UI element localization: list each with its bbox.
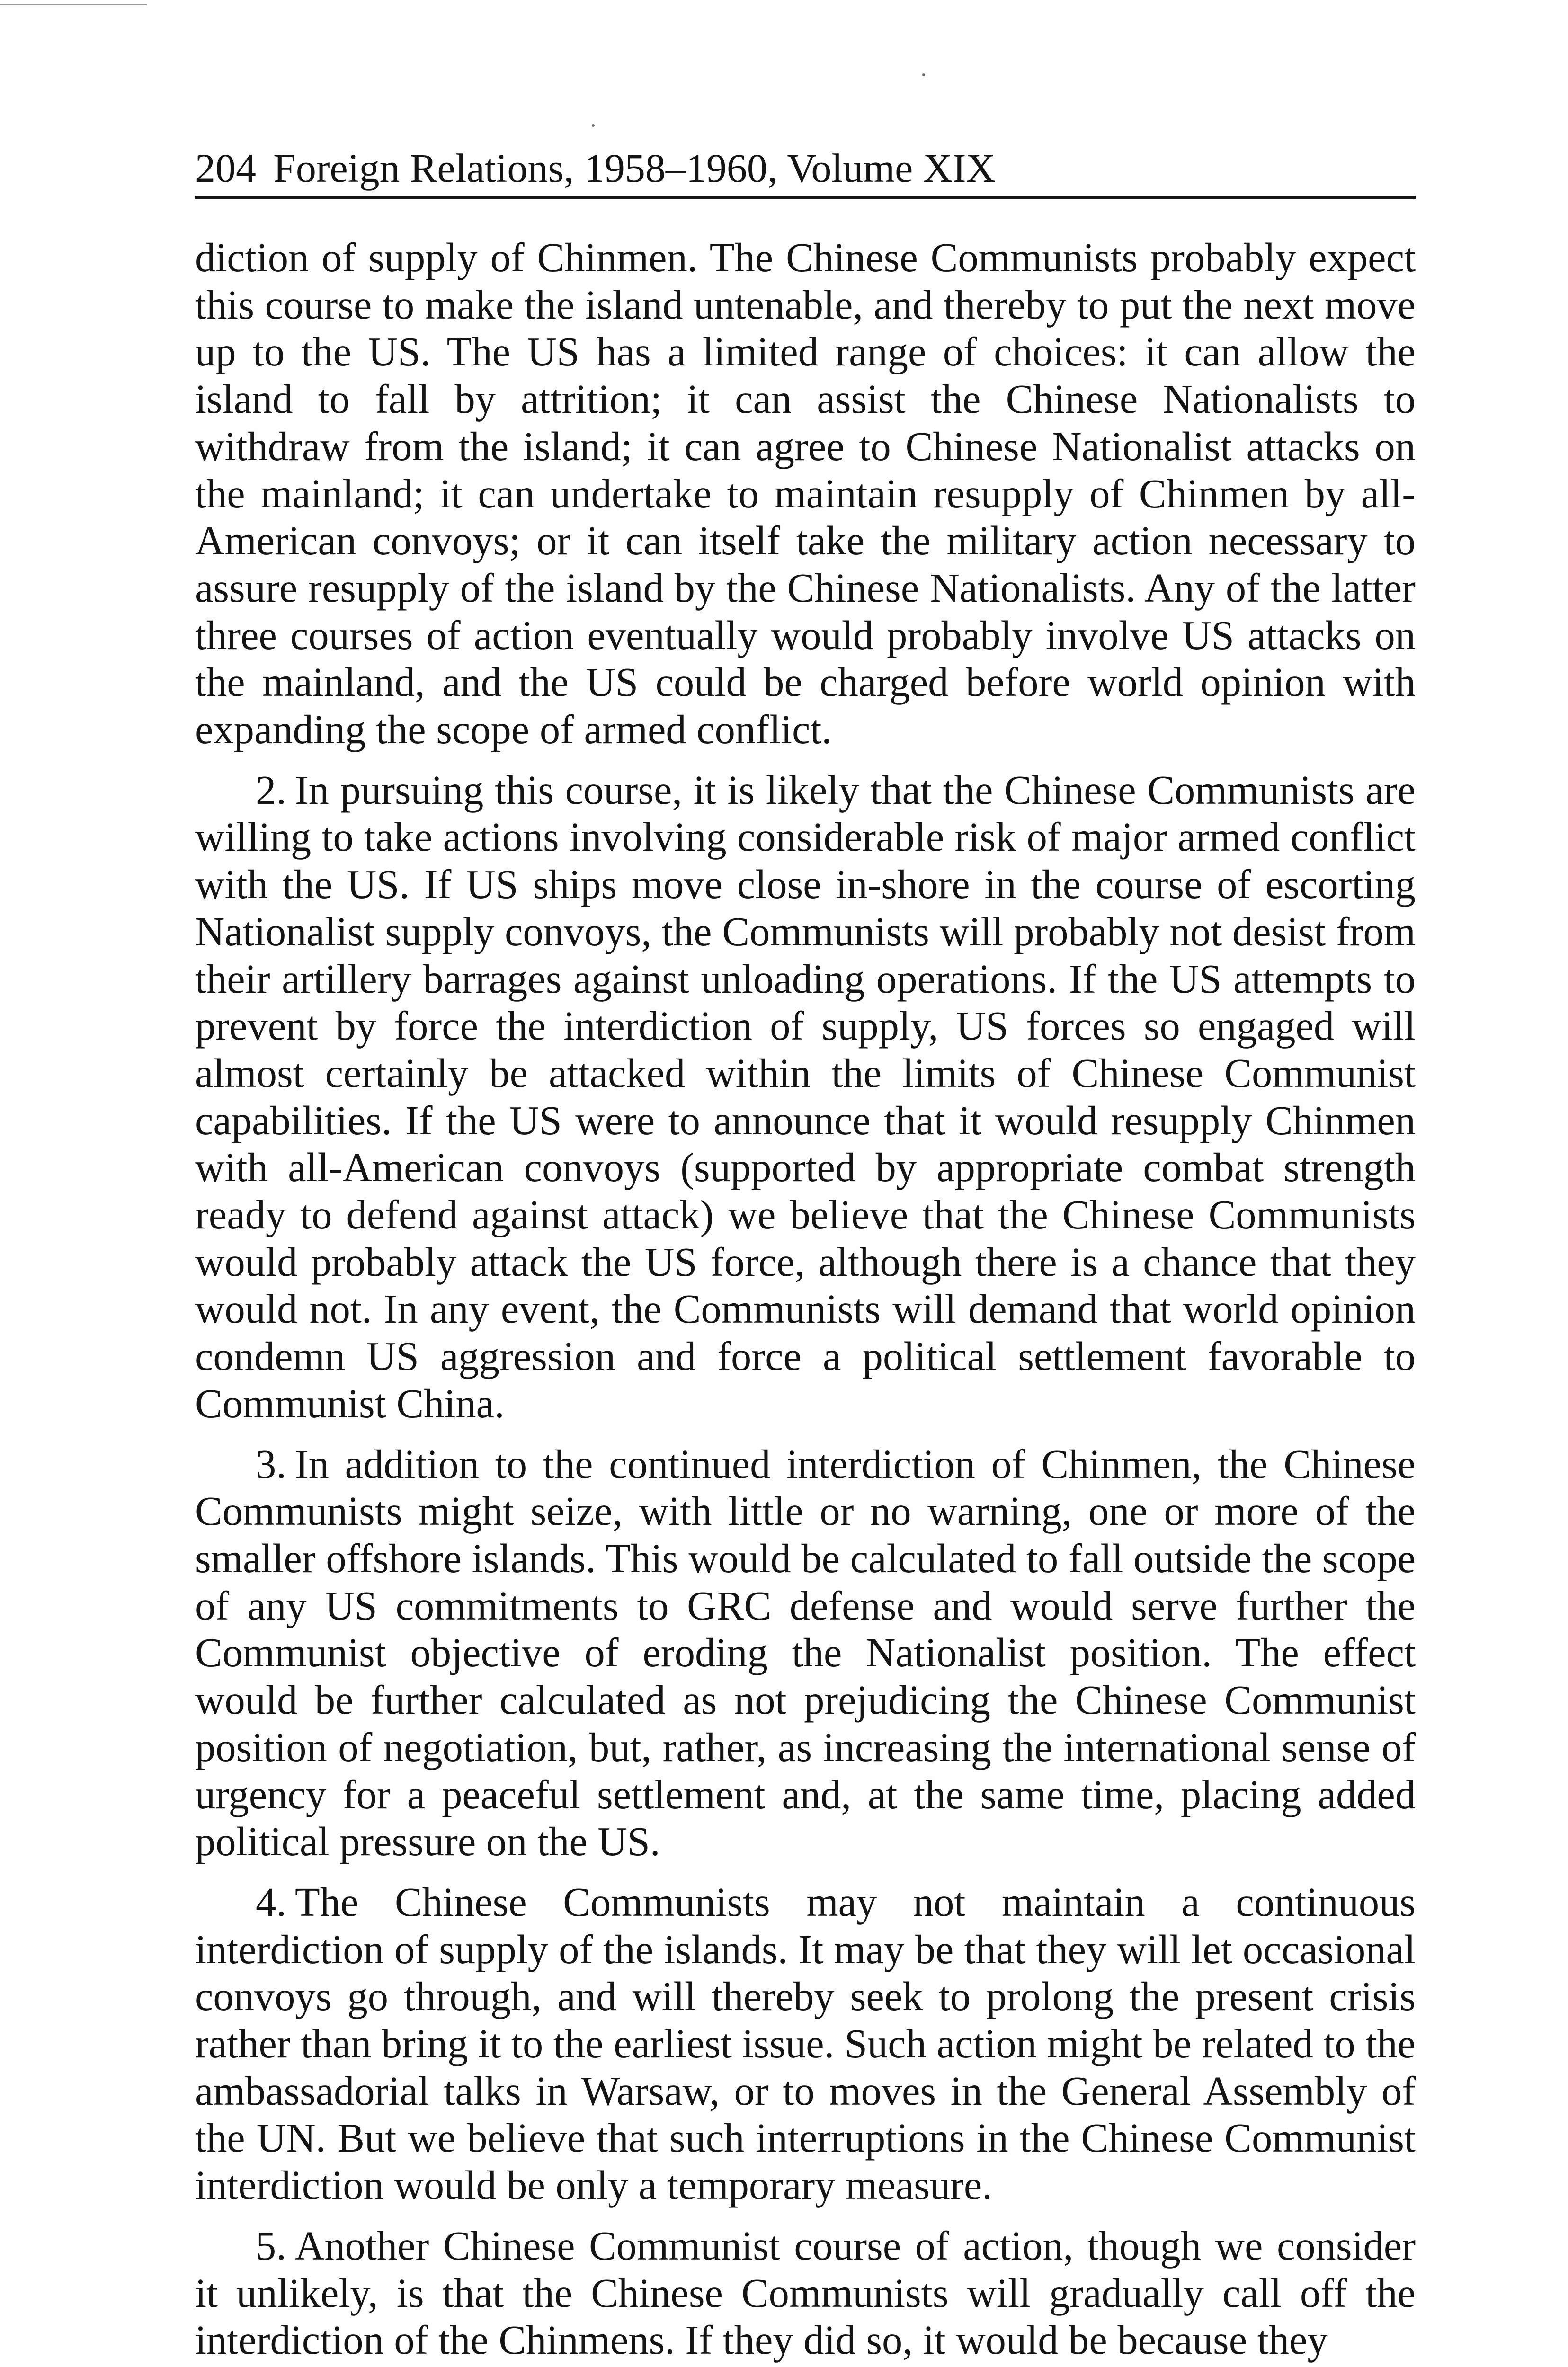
paragraph-text: In addition to the continued interdiction of Chinmen, the Chinese Communists might seize, with little or no warning, one or more of the smaller offshore islands. This would be calculated to fall outside the scope of any US commitments to GRC defense and would serve further the Communist objective of eroding the Nationalist position. The effect would be further calculated as not prejudicing the Chinese Communist position of negotiation, but, rather, as increasing the international sense of urgency for a peaceful settlement and, at the same time, placing added political pressure on the US.	[195, 1441, 1416, 1865]
paragraph-text: Another Chinese Communist course of action, though we consider it unlikely, is that the Chinese Communists will gradually call off the interdiction of the Chinmens. If they did so, it would be because they	[195, 2223, 1416, 2363]
paragraph-number: 3.	[256, 1441, 286, 1487]
body-text	[195, 234, 1416, 2367]
paragraph-5	[195, 2223, 1416, 2364]
paragraph-3	[195, 1441, 1416, 1866]
paragraph-number: 2.	[256, 767, 286, 813]
running-head	[195, 142, 1416, 199]
paragraph-continued	[195, 234, 1416, 754]
paragraph-number: 5.	[256, 2223, 286, 2269]
scan-speck	[922, 73, 925, 76]
page-number: 204	[195, 145, 256, 191]
paragraph-text: In pursuing this course, it is likely that the Chinese Communists are willing to take actions involving considerable risk of major armed conflict with the US. If US ships move close in-shore in the course of escorting Nationalist supply convoys, the Communists will probably not desist from their artillery barrages against unloading operations. If the US attempts to prevent by force the interdiction of supply, US forces so engaged will almost certainly be attacked within the limits of Chinese Communist capabilities. If the US were to announce that it would resupply Chinmen with all-American convoys (supported by appropriate combat strength ready to defend against attack) we believe that the Chinese Communists would probably attack the US force, although there is a chance that they would not. In any event, the Communists will demand that world opinion condemn US aggression and force a political settlement favorable to Communist China.	[195, 767, 1416, 1426]
paragraph-2	[195, 767, 1416, 1428]
paragraph-4	[195, 1879, 1416, 2209]
scan-edge-line	[0, 4, 147, 5]
volume-title: Foreign Relations, 1958–1960, Volume XIX	[273, 145, 996, 191]
paragraph-text: The Chinese Communists may not maintain a continuous interdiction of supply of the islands. It may be that they will let occasional convoys go through, and will thereby seek to prolong the present crisis rather than bring it to the earliest issue. Such action might be related to the ambassadorial talks in Warsaw, or to moves in the General Assembly of the UN. But we believe that such interruptions in the Chinese Communist interdiction would be only a temporary measure.	[195, 1879, 1416, 2208]
scan-speck	[592, 124, 595, 127]
paragraph-text: diction of supply of Chinmen. The Chinese Communists probably expect this course to make the island untenable, and thereby to put the next move up to the US. The US has a limited range of choices: it can allow the island to fall by attrition; it can assist the Chinese Nationalists to withdraw from the island; it can agree to Chinese Nationalist attacks on the mainland; it can undertake to maintain resupply of Chinmen by all-American convoys; or it can itself take the military action necessary to assure resupply of the island by the Chinese Nationalists. Any of the latter three courses of action eventually would probably involve US attacks on the mainland, and the US could be charged before world opinion with expanding the scope of armed conflict.	[195, 235, 1416, 753]
paragraph-number: 4.	[256, 1879, 286, 1925]
